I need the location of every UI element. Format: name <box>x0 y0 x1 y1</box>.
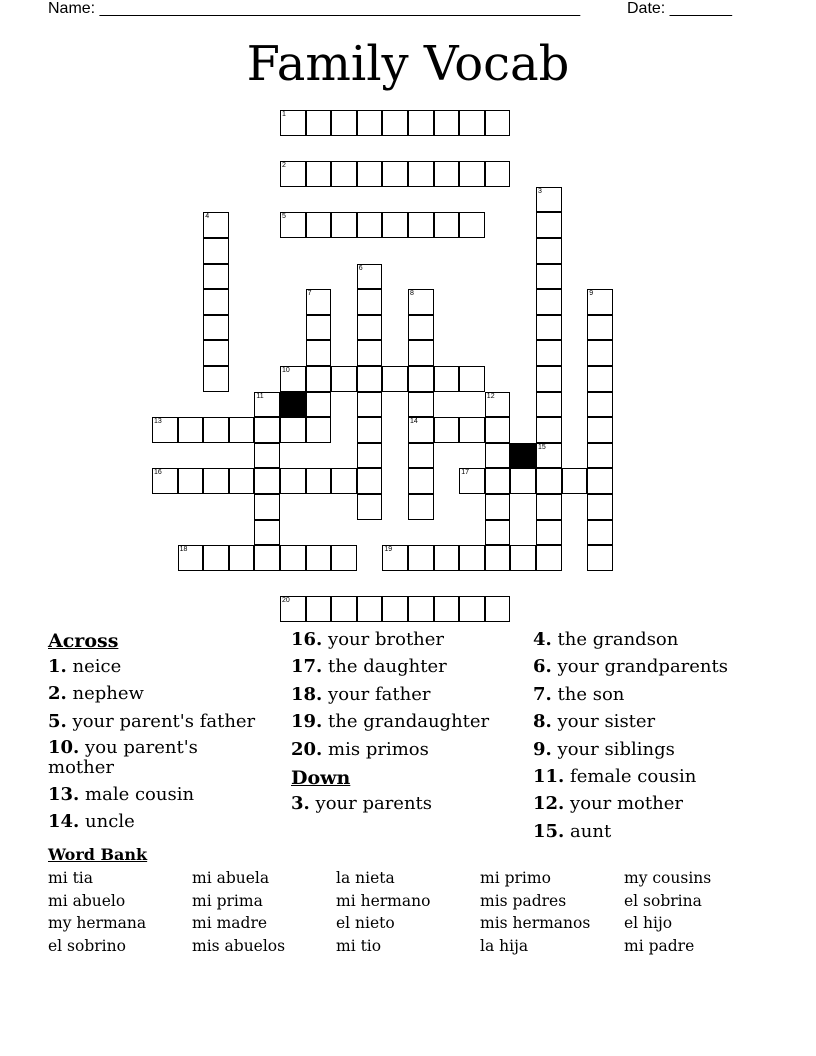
crossword-cell[interactable] <box>587 315 613 341</box>
crossword-cell[interactable] <box>254 443 280 469</box>
crossword-cell[interactable] <box>357 264 383 290</box>
crossword-cell[interactable] <box>331 161 357 187</box>
crossword-cell[interactable] <box>357 289 383 315</box>
crossword-cell[interactable] <box>536 187 562 213</box>
clue-down-12: 12. your mother <box>533 793 683 815</box>
clue-down-15: 15. aunt <box>533 820 612 842</box>
crossword-cell[interactable] <box>280 417 306 443</box>
word-bank-item: el nieto <box>336 914 395 933</box>
crossword-cell[interactable] <box>536 340 562 366</box>
crossword-cell[interactable] <box>536 545 562 571</box>
crossword-cell[interactable] <box>306 366 332 392</box>
crossword-cell[interactable] <box>254 392 280 418</box>
crossword-cell[interactable] <box>434 110 460 136</box>
crossword-cell[interactable] <box>510 545 536 571</box>
clue-number: 15 <box>538 443 546 451</box>
crossword-cell[interactable] <box>536 264 562 290</box>
crossword-cell[interactable] <box>485 443 511 469</box>
word-bank-item: mi prima <box>192 891 263 910</box>
crossword-cell[interactable] <box>178 468 204 494</box>
crossword-cell[interactable] <box>203 417 229 443</box>
crossword-cell[interactable] <box>434 212 460 238</box>
crossword-cell[interactable] <box>357 340 383 366</box>
crossword-cell[interactable] <box>459 468 485 494</box>
crossword-cell[interactable] <box>229 545 255 571</box>
crossword-cell[interactable] <box>536 494 562 520</box>
crossword-cell[interactable] <box>152 468 178 494</box>
word-bank-title: Word Bank <box>48 845 148 864</box>
crossword-cell[interactable] <box>306 392 332 418</box>
word-bank-item: my hermana <box>48 914 147 933</box>
word-bank-item: mi madre <box>192 914 268 933</box>
clue-number: 10 <box>282 367 290 374</box>
crossword-cell[interactable] <box>536 520 562 546</box>
crossword-cell[interactable] <box>306 161 332 187</box>
crossword-cell[interactable] <box>306 340 332 366</box>
crossword-cell[interactable] <box>459 161 485 187</box>
crossword-cell[interactable] <box>536 238 562 264</box>
crossword-cell[interactable] <box>587 289 613 315</box>
crossword-cell[interactable] <box>459 212 485 238</box>
clue-number: 8 <box>410 290 414 298</box>
date-field[interactable]: Date: _______ <box>627 0 732 17</box>
crossword-cell[interactable] <box>408 161 434 187</box>
clue-down-4: 4. the grandson <box>533 629 679 650</box>
crossword-cell[interactable] <box>408 212 434 238</box>
crossword-cell[interactable] <box>536 392 562 418</box>
crossword-cell[interactable] <box>280 366 306 392</box>
clue-across-5: 5. your parent's father <box>48 710 256 732</box>
crossword-cell[interactable] <box>587 520 613 546</box>
crossword-cell[interactable] <box>306 212 332 238</box>
crossword-cell[interactable] <box>587 494 613 520</box>
clue-number: 18 <box>179 546 188 554</box>
crossword-cell[interactable] <box>434 545 460 571</box>
crossword-cell[interactable] <box>203 340 229 366</box>
clue-down-7: 7. the son <box>533 683 625 705</box>
crossword-cell[interactable] <box>536 289 562 315</box>
clue-number: 6 <box>358 264 363 272</box>
crossword-cell[interactable] <box>331 545 357 571</box>
clue-number: 1 <box>282 111 286 118</box>
crossword-cell[interactable] <box>306 545 332 571</box>
crossword-cell[interactable] <box>382 366 408 392</box>
crossword-cell[interactable] <box>203 238 229 264</box>
crossword-cell[interactable] <box>536 468 562 494</box>
crossword-cell[interactable] <box>408 289 434 315</box>
clue-down-9: 9. your siblings <box>533 738 675 760</box>
crossword-cell[interactable] <box>587 366 613 392</box>
clue-column-3 <box>533 629 728 848</box>
crossword-cell[interactable] <box>536 366 562 392</box>
crossword-cell[interactable] <box>536 417 562 443</box>
crossword-cell[interactable] <box>485 417 511 443</box>
blocked-cell <box>280 392 306 418</box>
crossword-cell[interactable] <box>485 392 511 418</box>
crossword-cell[interactable] <box>382 161 408 187</box>
crossword-cell[interactable] <box>306 289 332 315</box>
crossword-cell[interactable] <box>331 212 357 238</box>
crossword-cell[interactable] <box>254 520 280 546</box>
crossword-cell[interactable] <box>587 468 613 494</box>
crossword-cell[interactable] <box>434 366 460 392</box>
word-bank-item: mis padres <box>480 891 567 910</box>
clue-number: 19 <box>384 546 393 554</box>
clue-down-6: 6. your grandparents <box>533 656 728 678</box>
crossword-cell[interactable] <box>510 468 536 494</box>
clue-down-11: 11. female cousin <box>533 765 697 787</box>
clue-across-16: 16. your brother <box>291 629 445 650</box>
crossword-cell[interactable] <box>587 340 613 366</box>
crossword-cell[interactable] <box>357 366 383 392</box>
clue-across-18: 18. your father <box>291 683 431 705</box>
clue-across-20: 20. mis primos <box>291 738 429 760</box>
crossword-cell[interactable] <box>357 417 383 443</box>
clue-number: 7 <box>307 290 312 298</box>
clue-across-13: 13. male cousin <box>48 783 195 805</box>
clue-number: 9 <box>589 290 594 298</box>
word-bank-item: el sobrino <box>48 936 126 955</box>
crossword-cell[interactable] <box>280 161 306 187</box>
clue-across-17: 17. the daughter <box>291 656 447 678</box>
word-bank-item: mi primo <box>480 869 551 887</box>
word-bank-item: mi abuelo <box>48 891 126 910</box>
crossword-cell[interactable] <box>587 417 613 443</box>
clue-column-2 <box>291 629 489 820</box>
crossword-cell[interactable] <box>408 443 434 469</box>
crossword-cell[interactable] <box>382 545 408 571</box>
crossword-cell[interactable] <box>408 340 434 366</box>
clue-number: 14 <box>410 418 418 426</box>
crossword-cell[interactable] <box>408 315 434 341</box>
word-bank <box>48 867 768 957</box>
crossword-cell[interactable] <box>254 468 280 494</box>
word-bank-item: la nieta <box>336 869 395 887</box>
crossword-cell[interactable] <box>459 596 485 622</box>
crossword-cell[interactable] <box>229 417 255 443</box>
crossword-cell[interactable] <box>357 468 383 494</box>
word-bank-item: la hija <box>480 936 529 955</box>
crossword-cell[interactable] <box>331 366 357 392</box>
crossword-cell[interactable] <box>408 494 434 520</box>
word-bank-item: mi tia <box>48 869 94 887</box>
crossword-cell[interactable] <box>357 212 383 238</box>
crossword-cell[interactable] <box>434 161 460 187</box>
crossword-cell[interactable] <box>408 392 434 418</box>
crossword-cell[interactable] <box>562 468 588 494</box>
name-field[interactable]: Name: ______________________________________________________ <box>48 0 581 17</box>
crossword-cell[interactable] <box>536 212 562 238</box>
crossword-cell[interactable] <box>536 443 562 469</box>
crossword-cell[interactable] <box>434 596 460 622</box>
crossword-cell[interactable] <box>485 520 511 546</box>
crossword-cell[interactable] <box>280 545 306 571</box>
crossword-cell[interactable] <box>203 468 229 494</box>
crossword-cell[interactable] <box>280 596 306 622</box>
crossword-cell[interactable] <box>254 417 280 443</box>
crossword-cell[interactable] <box>331 596 357 622</box>
word-bank-item: mi hermano <box>336 891 431 910</box>
crossword-cell[interactable] <box>408 468 434 494</box>
clue-down-3: 3. your parents <box>291 792 433 814</box>
crossword-cell[interactable] <box>306 315 332 341</box>
clue-number: 2 <box>282 162 286 170</box>
crossword-cell[interactable] <box>485 161 511 187</box>
crossword-cell[interactable] <box>485 110 511 136</box>
crossword-cell[interactable] <box>434 417 460 443</box>
clue-number: 17 <box>461 469 469 477</box>
crossword-cell[interactable] <box>331 468 357 494</box>
clue-across-19: 19. the grandaughter <box>291 711 490 733</box>
crossword-cell[interactable] <box>203 315 229 341</box>
crossword-cell[interactable] <box>459 417 485 443</box>
crossword-cell[interactable] <box>382 110 408 136</box>
crossword-cell[interactable] <box>408 596 434 622</box>
word-bank-item: mis hermanos <box>480 914 591 933</box>
clue-down-8: 8. your sister <box>533 711 656 733</box>
blocked-cell <box>510 443 536 469</box>
crossword-cell[interactable] <box>306 596 332 622</box>
crossword-cell[interactable] <box>459 366 485 392</box>
crossword-cell[interactable] <box>587 443 613 469</box>
crossword-cell[interactable] <box>459 545 485 571</box>
crossword-cell[interactable] <box>357 443 383 469</box>
clue-number: 13 <box>154 418 162 426</box>
crossword-cell[interactable] <box>357 315 383 341</box>
crossword-cell[interactable] <box>408 417 434 443</box>
crossword-cell[interactable] <box>587 392 613 418</box>
crossword-cell[interactable] <box>357 110 383 136</box>
crossword-cell[interactable] <box>485 596 511 622</box>
crossword-cell[interactable] <box>331 110 357 136</box>
crossword-cell[interactable] <box>178 545 204 571</box>
clue-across-10: 10. you parent's mother <box>48 737 198 779</box>
crossword-cell[interactable] <box>254 494 280 520</box>
crossword-cell[interactable] <box>357 392 383 418</box>
crossword-cell[interactable] <box>408 110 434 136</box>
page-title: Family Vocab <box>246 36 570 92</box>
crossword-cell[interactable] <box>357 494 383 520</box>
word-bank-item: el sobrina <box>624 891 702 910</box>
word-bank-item: mi padre <box>624 936 695 955</box>
crossword-cell[interactable] <box>485 494 511 520</box>
crossword-cell[interactable] <box>382 596 408 622</box>
crossword-cell[interactable] <box>229 468 255 494</box>
crossword-cell[interactable] <box>408 545 434 571</box>
clue-across-2: 2. nephew <box>48 683 144 705</box>
crossword-cell[interactable] <box>203 289 229 315</box>
crossword-cell[interactable] <box>536 315 562 341</box>
crossword-cell[interactable] <box>587 545 613 571</box>
clue-number: 20 <box>282 597 290 605</box>
word-bank-item: mi tio <box>336 936 382 955</box>
crossword-cell[interactable] <box>382 212 408 238</box>
word-bank-item: mi abuela <box>192 869 270 887</box>
crossword-cell[interactable] <box>485 468 511 494</box>
crossword-cell[interactable] <box>254 545 280 571</box>
crossword-cell[interactable] <box>280 110 306 136</box>
crossword-cell[interactable] <box>408 366 434 392</box>
word-bank-item: el hijo <box>624 914 673 933</box>
crossword-cell[interactable] <box>178 417 204 443</box>
clue-number: 3 <box>538 187 542 195</box>
down-heading: Down <box>291 766 351 789</box>
crossword-cell[interactable] <box>357 596 383 622</box>
crossword-cell[interactable] <box>357 161 383 187</box>
crossword-cell[interactable] <box>203 545 229 571</box>
clue-column-1 <box>48 629 255 838</box>
clue-number: 12 <box>486 392 495 400</box>
clue-number: 4 <box>205 213 210 221</box>
crossword-cell[interactable] <box>203 264 229 290</box>
clue-across-1: 1. neice <box>48 656 122 677</box>
clue-number: 5 <box>282 213 286 221</box>
clue-across-14: 14. uncle <box>48 810 135 832</box>
across-heading: Across <box>48 630 119 652</box>
crossword-cell[interactable] <box>280 468 306 494</box>
crossword-cell[interactable] <box>152 417 178 443</box>
crossword-cell[interactable] <box>306 110 332 136</box>
crossword-cell[interactable] <box>203 212 229 238</box>
clue-number: 11 <box>256 392 264 400</box>
crossword-cell[interactable] <box>280 212 306 238</box>
word-bank-item: my cousins <box>624 869 712 887</box>
crossword-cell[interactable] <box>485 545 511 571</box>
crossword-cell[interactable] <box>306 417 332 443</box>
clue-number: 16 <box>154 469 162 477</box>
word-bank-item: mis abuelos <box>192 936 286 955</box>
crossword-cell[interactable] <box>306 468 332 494</box>
crossword-cell[interactable] <box>459 110 485 136</box>
crossword-cell[interactable] <box>203 366 229 392</box>
